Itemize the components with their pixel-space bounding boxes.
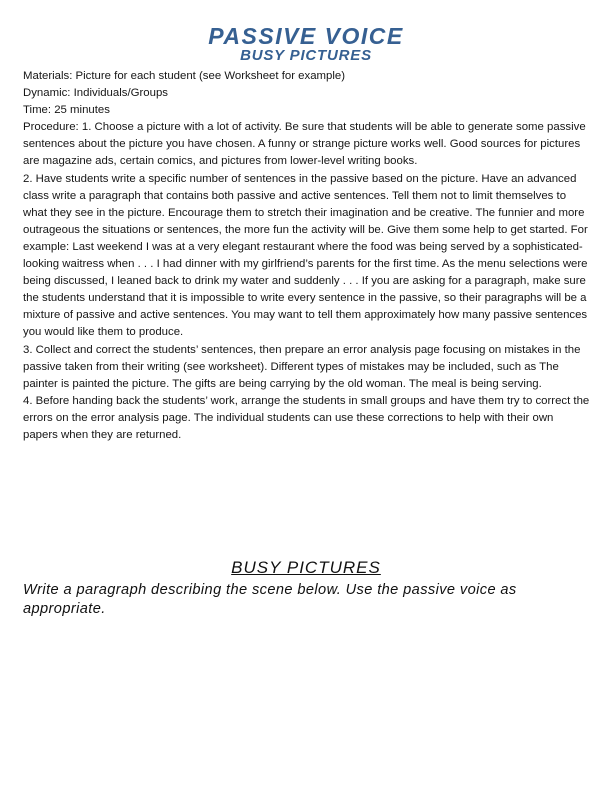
worksheet-section — [0, 558, 612, 619]
procedure-step-4: 4. Before handing back the students’ work, arrange the students in small groups and have them try to correct the errors on the error analysis page. The individual students can use these corrections to help with their own papers when they are returned. — [23, 394, 590, 441]
worksheet-instructions: Write a paragraph describing the scene below. Use the passive voice as appropriate. — [23, 582, 517, 618]
worksheet-heading: BUSY PICTURES — [231, 558, 381, 578]
page-title: PASSIVE VOICE — [208, 23, 404, 49]
materials-line: Materials: Picture for each student (see Worksheet for example) — [23, 70, 346, 82]
time-line: Time: 25 minutes — [23, 104, 110, 117]
dynamic-line: Dynamic: Individuals/Groups — [23, 87, 168, 100]
procedure-step-2: 2. Have students write a specific number of sentences in the passive based on the picture. Have an advanced class write a paragraph that contains both passive and active sentences. Tell them not to limit themselves to what they see in the picture. Encourage them to stretch their imagination and be creative. The funnier and more outrageous the situations or sentences, the more fun the activity will be. Give them some help to get started. For example: Last weekend I was at a very elegant restaurant where the food was being served by a sophisticated-looking waitress when . . . I had dinner with my girlfriend’s parents for the first time. As the menu selections were being discussed, I leaned back to drink my water and suddenly . . . If you are asking for a paragraph, make sure the students understand that it is impossible to write every sentence in the passive, so their paragraphs will be a mixture of passive and active sentences. You may want to tell them approximately how many passive sentences you would like them to produce. — [23, 172, 588, 339]
page-subtitle: BUSY PICTURES — [240, 47, 372, 64]
procedure-step-1: Procedure: 1. Choose a picture with a lot of activity. Be sure that students will be able to generate some passive sentences about the picture you have chosen. A funny or strange picture works well. Good sources for pictures are magazine ads, certain comics, and pictures from lower-level writing books. — [23, 121, 586, 168]
activity-description — [23, 68, 590, 444]
procedure-step-3: 3. Collect and correct the students’ sentences, then prepare an error analysis page focusing on mistakes in the passive taken from their writing (see worksheet). Different types of mistakes may be included, such as The painter is painted the picture. The gifts are being carrying by the old woman. The meal is being serving. — [23, 343, 581, 390]
